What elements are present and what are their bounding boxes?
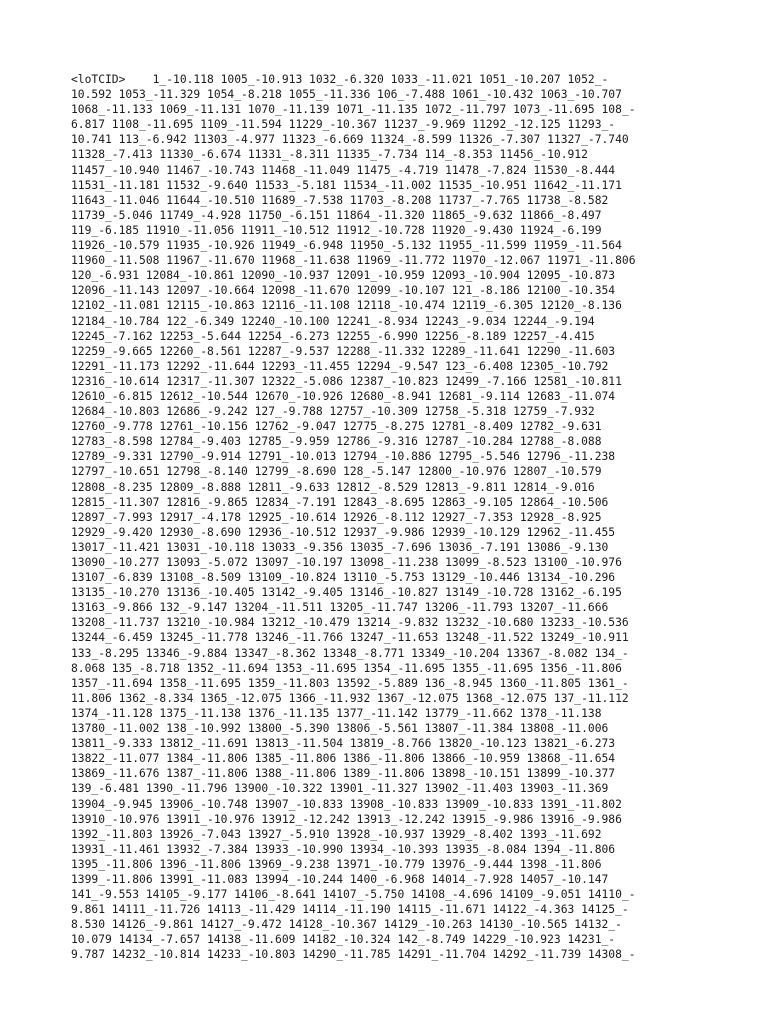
- text-line: 12760_-9.778 12761_-10.156 12762_-9.047 12775_-8.275 12781_-8.409 12782_-9.631: [71, 420, 602, 434]
- text-line: 12929_-9.420 12930_-8.690 12936_-10.512 12937_-9.986 12939_-10.129 12962_-11.455: [71, 525, 616, 539]
- text-line: 9.787 14232_-10.814 14233_-10.803 14290_-11.785 14291_-11.704 14292_-11.739 14308_-: [71, 948, 636, 962]
- text-line: 13904_-9.945 13906_-10.748 13907_-10.833 13908_-10.833 13909_-10.833 1391_-11.802: [71, 797, 622, 811]
- text-line: 11643_-11.046 11644_-10.510 11689_-7.538 11703_-8.208 11737_-7.765 11738_-8.582: [71, 193, 609, 207]
- text-line: 13090_-10.277 13093_-5.072 13097_-10.197 13098_-11.238 13099_-8.523 13100_-10.976: [71, 556, 622, 569]
- text-line: 13780_-11.002 138_-10.992 13800_-5.390 13806_-5.561 13807_-11.384 13808_-11.006: [71, 722, 609, 736]
- text-line: 12808_-8.235 12809_-8.888 12811_-9.633 12812_-8.529 12813_-9.811 12814_-9.016: [71, 480, 595, 494]
- text-line: 11.806 1362_-8.334 1365_-12.075 1366_-11.932 1367_-12.075 1368_-12.075 137_-11.112: [71, 691, 629, 705]
- text-line: 12797_-10.651 12798_-8.140 12799_-8.690 128_-5.147 12800_-10.976 12807_-10.579: [71, 465, 602, 479]
- text-line: 12897_-7.993 12917_-4.178 12925_-10.614 12926_-8.112 12927_-7.353 12928_-8.925: [71, 510, 602, 524]
- text-line: 120_-6.931 12084_-10.861 12090_-10.937 12091_-10.959 12093_-10.904 12095_-10.873: [71, 269, 616, 283]
- text-line: 12610_-6.815 12612_-10.544 12670_-10.926 12680_-8.941 12681_-9.114 12683_-11.074: [71, 389, 616, 403]
- text-line: 11531_-11.181 11532_-9.640 11533_-5.181 11534_-11.002 11535_-10.951 11642_-11.171: [71, 178, 622, 192]
- text-line: 13869_-11.676 1387_-11.806 1388_-11.806 1389_-11.806 13898_-10.151 13899_-10.377: [71, 767, 616, 781]
- text-line: 133_-8.295 13346_-9.884 13347_-8.362 13348_-8.771 13349_-10.204 13367_-8.082 134_-: [71, 646, 629, 660]
- text-line: 13163_-9.866 132_-9.147 13204_-11.511 13205_-11.747 13206_-11.793 13207_-11.666: [71, 601, 609, 615]
- text-line: 6.817 1108_-11.695 1109_-11.594 11229_-10.367 11237_-9.969 11292_-12.125 11293_-: [71, 118, 616, 132]
- text-line: 13208_-11.737 13210_-10.984 13212_-10.479 13214_-9.832 13232_-10.680 13233_-10.536: [71, 616, 629, 630]
- text-line: 11960_-11.508 11967_-11.670 11968_-11.638 11969_-11.772 11970_-12.067 11971_-11.806: [71, 254, 636, 268]
- text-line: 13811_-9.333 13812_-11.691 13813_-11.504 13819_-8.766 13820_-10.123 13821_-6.273: [71, 737, 616, 751]
- text-line: 10.741 113_-6.942 11303_-4.977 11323_-6.669 11324_-8.599 11326_-7.307 11327_-7.740: [71, 133, 629, 147]
- text-line: 12316_-10.614 12317_-11.307 12322_-5.086 12387_-10.823 12499_-7.166 12581_-10.811: [71, 374, 622, 388]
- text-line: 13910_-10.976 13911_-10.976 13912_-12.242 13913_-12.242 13915_-9.986 13916_-9.986: [71, 812, 622, 826]
- text-line: 9.861 14111_-11.726 14113_-11.429 14114_-11.190 14115_-11.671 14122_-4.363 14125_-: [71, 903, 629, 917]
- text-line: 12259_-9.665 12260_-8.561 12287_-9.537 12288_-11.332 12289_-11.641 12290_-11.603: [71, 344, 616, 358]
- text-line: 11328_-7.413 11330_-6.674 11331_-8.311 11335_-7.734 114_-8.353 11456_-10.912: [71, 148, 588, 162]
- text-line: 13822_-11.077 1384_-11.806 1385_-11.806 1386_-11.806 13866_-10.959 13868_-11.654: [71, 752, 616, 766]
- text-line: 12184_-10.784 122_-6.349 12240_-10.100 12241_-8.934 12243_-9.034 12244_-9.194: [71, 314, 595, 328]
- text-line: 13107_-6.839 13108_-8.509 13109_-10.824 13110_-5.753 13129_-10.446 13134_-10.296: [71, 571, 616, 585]
- text-line: 12783_-8.598 12784_-9.403 12785_-9.959 12786_-9.316 12787_-10.284 12788_-8.088: [71, 435, 602, 449]
- text-line: 12815_-11.307 12816_-9.865 12834_-7.191 12843_-8.695 12863_-9.105 12864_-10.506: [71, 495, 609, 509]
- text-line: 1357_-11.694 1358_-11.695 1359_-11.803 13592_-5.889 136_-8.945 1360_-11.805 1361_-: [71, 676, 629, 690]
- text-line: 1399_-11.806 13991_-11.083 13994_-10.244 1400_-6.968 14014_-7.928 14057_-10.147: [71, 872, 609, 886]
- text-line: 11739_-5.046 11749_-4.928 11750_-6.151 11864_-11.320 11865_-9.632 11866_-8.497: [71, 208, 602, 222]
- text-line: 13017_-11.421 13031_-10.118 13033_-9.356 13035_-7.696 13036_-7.191 13086_-9.130: [71, 540, 609, 554]
- text-line: 12684_-10.803 12686_-9.242 127_-9.788 12757_-10.309 12758_-5.318 12759_-7.932: [71, 405, 595, 419]
- text-line: 141_-9.553 14105_-9.177 14106_-8.641 14107_-5.750 14108_-4.696 14109_-9.051 14110_-: [71, 888, 636, 902]
- text-line: 13244_-6.459 13245_-11.778 13246_-11.766 13247_-11.653 13248_-11.522 13249_-10.911: [71, 631, 629, 645]
- text-line: 1392_-11.803 13926_-7.043 13927_-5.910 13928_-10.937 13929_-8.402 1393_-11.692: [71, 827, 602, 841]
- text-line: 139_-6.481 1390_-11.796 13900_-10.322 13901_-11.327 13902_-11.403 13903_-11.369: [71, 782, 609, 796]
- text-line: 10.592 1053_-11.329 1054_-8.218 1055_-11.336 106_-7.488 1061_-10.432 1063_-10.707: [71, 88, 622, 102]
- text-line: 1374_-11.128 1375_-11.138 1376_-11.135 1377_-11.142 13779_-11.662 1378_-11.138: [71, 706, 602, 720]
- text-line: 12245_-7.162 12253_-5.644 12254_-6.273 12255_-6.990 12256_-8.189 12257_-4.415: [71, 329, 595, 343]
- text-line: 1068_-11.133 1069_-11.131 1070_-11.139 1071_-11.135 1072_-11.797 1073_-11.695 108_-: [71, 103, 636, 117]
- text-line: 13135_-10.270 13136_-10.405 13142_-9.405 13146_-10.827 13149_-10.728 13162_-6.195: [71, 586, 622, 600]
- text-line: 10.079 14134_-7.657 14138_-11.609 14182_-10.324 142_-8.749 14229_-10.923 14231_-: [71, 933, 616, 947]
- text-line: 11457_-10.940 11467_-10.743 11468_-11.049 11475_-4.719 11478_-7.824 11530_-8.444: [71, 163, 616, 177]
- text-line: 1395_-11.806 1396_-11.806 13969_-9.238 13971_-10.779 13976_-9.444 1398_-11.806: [71, 857, 602, 871]
- text-line: 13931_-11.461 13932_-7.384 13933_-10.990 13934_-10.393 13935_-8.084 1394_-11.806: [71, 842, 616, 856]
- text-line: 12096_-11.143 12097_-10.664 12098_-11.670 12099_-10.107 121_-8.186 12100_-10.354: [71, 284, 616, 298]
- text-line: 8.068 135_-8.718 1352_-11.694 1353_-11.695 1354_-11.695 1355_-11.695 1356_-11.806: [71, 661, 622, 675]
- document-text: [71, 72, 711, 963]
- text-line: 12102_-11.081 12115_-10.863 12116_-11.108 12118_-10.474 12119_-6.305 12120_-8.136: [71, 299, 622, 313]
- text-line: 8.530 14126_-9.861 14127_-9.472 14128_-10.367 14129_-10.263 14130_-10.565 14132_-: [71, 918, 622, 932]
- text-line: 12789_-9.331 12790_-9.914 12791_-10.013 12794_-10.886 12795_-5.546 12796_-11.238: [71, 450, 616, 464]
- text-line: 12291_-11.173 12292_-11.644 12293_-11.455 12294_-9.547 123_-6.408 12305_-10.792: [71, 359, 609, 373]
- text-line: 11926_-10.579 11935_-10.926 11949_-6.948 11950_-5.132 11955_-11.599 11959_-11.564: [71, 239, 622, 253]
- text-line: <loTCID> 1_-10.118 1005_-10.913 1032_-6.320 1033_-11.021 1051_-10.207 1052_-: [71, 73, 609, 86]
- text-line: 119_-6.185 11910_-11.056 11911_-10.512 11912_-10.728 11920_-9.430 11924_-6.199: [71, 223, 602, 237]
